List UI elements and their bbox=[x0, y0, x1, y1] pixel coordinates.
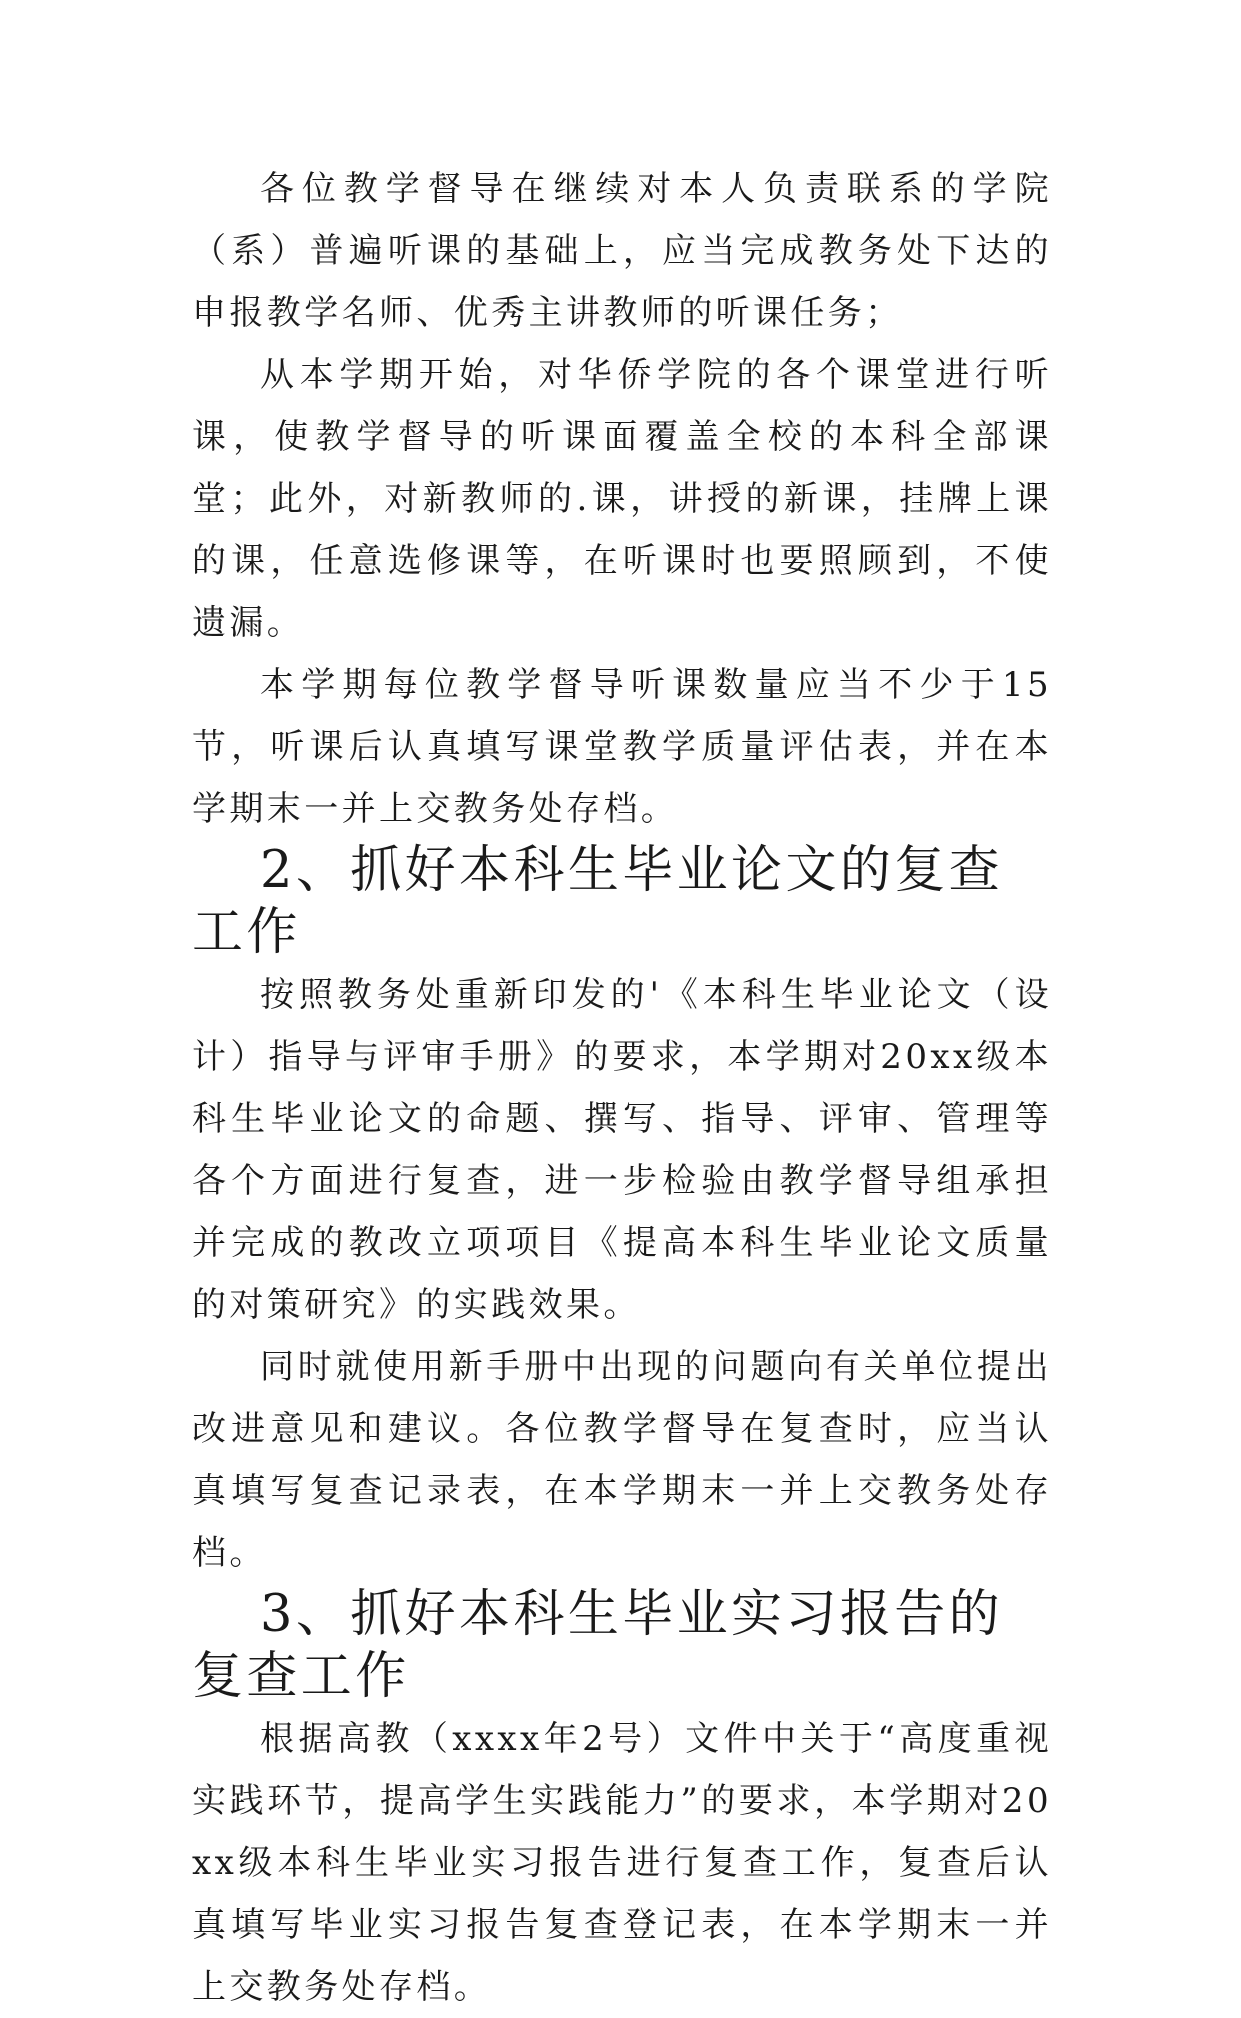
paragraph-lecture-count: 本学期每位教学督导听课数量应当不少于15节，听课后认真填写课堂教学质量评估表，并在本学期末一并上交教务处存档。 bbox=[192, 665, 1052, 829]
section-heading-internship-review: 3、抓好本科生毕业实习报告的复查工作 bbox=[192, 1585, 1004, 1706]
paragraph-thesis-suggestions: 同时就使用新手册中出现的问题向有关单位提出改进意见和建议。各位教学督导在复查时，应当认真填写复查记录表，在本学期末一并上交教务处存档。 bbox=[192, 1347, 1052, 1573]
document-body bbox=[192, 158, 1052, 2018]
paragraph-supervision-tasks: 各位教学督导在继续对本人负责联系的学院（系）普遍听课的基础上，应当完成教务处下达的申报教学名师、优秀主讲教师的听课任务； bbox=[192, 169, 1052, 333]
paragraph-internship-report: 根据高教（xxxx年2号）文件中关于“高度重视实践环节，提高学生实践能力”的要求，本学期对20xx级本科生毕业实习报告进行复查工作，复查后认真填写毕业实习报告复查登记表，在本学期末一并上交教务处存档。 bbox=[192, 1719, 1052, 2007]
paragraph-huaqiao-coverage: 从本学期开始，对华侨学院的各个课堂进行听课，使教学督导的听课面覆盖全校的本科全部课堂；此外，对新教师的.课，讲授的新课，挂牌上课的课，任意选修课等，在听课时也要照顾到，不使遗漏。 bbox=[192, 355, 1052, 643]
paragraph-thesis-manual: 按照教务处重新印发的'《本科生毕业论文（设计）指导与评审手册》的要求，本学期对20xx级本科生毕业论文的命题、撰写、指导、评审、管理等各个方面进行复查，进一步检验由教学督导组承担并完成的教改立项项目《提高本科生毕业论文质量的对策研究》的实践效果。 bbox=[192, 975, 1052, 1325]
section-heading-thesis-review: 2、抓好本科生毕业论文的复查工作 bbox=[192, 841, 1004, 962]
